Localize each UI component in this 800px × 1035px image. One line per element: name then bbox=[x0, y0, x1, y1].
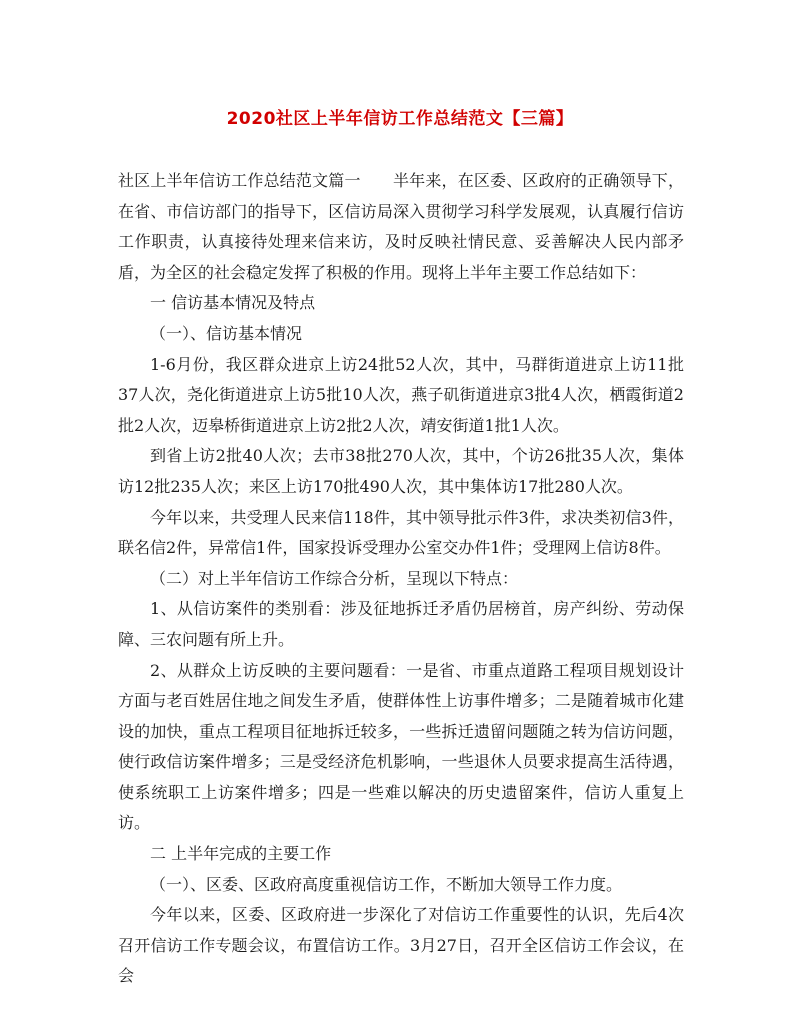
subsection-heading-2-1: （一）、区委、区政府高度重视信访工作，不断加大领导工作力度。 bbox=[150, 874, 623, 894]
paragraph-feature-1: 1、从信访案件的类别看：涉及征地拆迁矛盾仍居榜首，房产纠纷、劳动保障、三农问题有所上升。 bbox=[118, 599, 684, 649]
document-body bbox=[118, 166, 684, 992]
paragraph-province-city-visits: 到省上访2批40人次；去市38批270人次，其中，个访26批35人次，集体访12批235人次；来区上访170批490人次，其中集体访17批280人次。 bbox=[118, 446, 684, 496]
paragraph-feature-2: 2、从群众上访反映的主要问题看：一是省、市重点道路工程项目规划设计方面与老百姓居住地之间发生矛盾，使群体性上访事件增多；二是随着城市化建设的加快，重点工程项目征地拆迁较多，一些拆迁遗留问题随之转为信访问题，使行政信访案件增多；三是受经济危机影响，一些退休人员要求提高生活待遇，使系统职工上访案件增多；四是一些难以解决的历史遗留案件，信访人重复上访。 bbox=[118, 660, 684, 833]
subsection-heading-1-1: （一）、信访基本情况 bbox=[150, 323, 303, 343]
paragraph-beijing-visits: 1-6月份，我区群众进京上访24批52人次，其中，马群街道进京上访11批37人次，尧化街道进京上访5批10人次，燕子矶街道进京3批4人次，栖霞街道2批2人次，迈皋桥街道进京上访2批2人次，靖安街道1批1人次。 bbox=[118, 354, 684, 435]
section-heading-2: 二 上半年完成的主要工作 bbox=[150, 844, 332, 864]
paragraph-intro: 社区上半年信访工作总结范文篇一 半年来，在区委、区政府的正确领导下，在省、市信访部门的指导下，区信访局深入贯彻学习科学发展观，认真履行信访工作职责，认真接待处理来信来访，及时反映社情民意、妥善解决人民内部矛盾，为全区的社会稳定发挥了积极的作用。现将上半年主要工作总结如下： bbox=[118, 171, 684, 282]
paragraph-leadership: 今年以来，区委、区政府进一步深化了对信访工作重要性的认识，先后4次召开信访工作专题会议，布置信访工作。3月27日，召开全区信访工作会议，在会 bbox=[118, 905, 684, 986]
section-heading-1: 一 信访基本情况及特点 bbox=[150, 293, 316, 313]
subsection-heading-1-2: （二）对上半年信访工作综合分析，呈现以下特点： bbox=[150, 568, 519, 588]
document-title: 2020社区上半年信访工作总结范文【三篇】 bbox=[226, 109, 574, 129]
paragraph-letters: 今年以来，共受理人民来信118件，其中领导批示件3件，求决类初信3件，联名信2件，异常信1件，国家投诉受理办公室交办件1件；受理网上信访8件。 bbox=[118, 507, 684, 558]
